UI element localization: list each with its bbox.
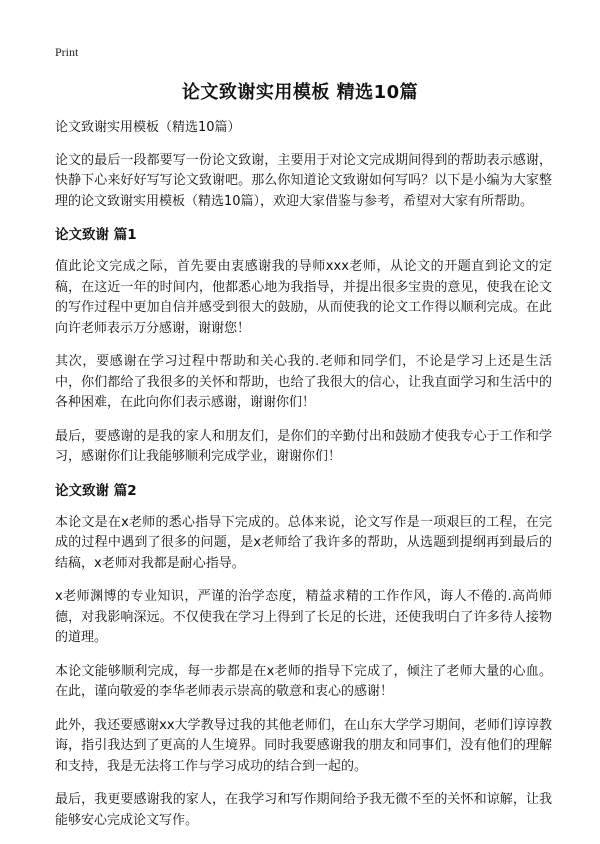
- section-heading-1: 论文致谢 篇1: [55, 227, 137, 243]
- intro-paragraph: 论文的最后一段都要写一份论文致谢，主要用于对论文完成期间得到的帮助表示感谢，快静下心来好好写写论文致谢吧。那么你知道论文致谢如何写吗？以下是小编为大家整理的论文致谢实用模板（精选10篇），欢迎大家借鉴与参考，希望对大家有所帮助。: [55, 152, 552, 209]
- section-2-paragraph: 最后，我更要感谢我的家人，在我学习和写作期间给予我无微不至的关怀和谅解，让我能够安心完成论文写作。: [55, 792, 552, 828]
- document-body: [55, 118, 552, 844]
- document-subtitle: 论文致谢实用模板（精选10篇）: [55, 120, 241, 135]
- section-2-paragraph: 本论文能够顺利完成，每一步都是在x老师的指导下完成了，倾注了老师大量的心血。在此，谨向敬爱的李华老师表示崇高的敬意和衷心的感谢！: [55, 663, 552, 699]
- section-1-paragraph: 其次，要感谢在学习过程中帮助和关心我的.老师和同学们，不论是学习上还是生活中，你们都给了我很多的关怀和帮助，也给了我很大的信心，让我直面学习和生活中的各种困难，在此向你们表示感谢，谢谢你们！: [55, 354, 552, 410]
- document-title: 论文致谢实用模板 精选10篇: [181, 82, 419, 103]
- section-2-paragraph: x老师渊博的专业知识，严谨的治学态度，精益求精的工作作风，诲人不倦的.高尚师德，对我影响深远。不仅使我在学习上得到了长足的长进，还使我明白了许多待人接物的道理。: [55, 589, 552, 645]
- print-label: Print: [55, 45, 79, 59]
- section-2-paragraph: 本论文是在x老师的悉心指导下完成的。总体来说，论文写作是一项艰巨的工程，在完成的过程中遇到了很多的问题，是x老师给了我许多的帮助，从选题到提纲再到最后的结稿，x老师对我都是耐心指导。: [55, 514, 552, 571]
- section-1-paragraph: 值此论文完成之际，首先要由衷感谢我的导师xxx老师，从论文的开题直到论文的定稿，在这近一年的时间内，他都悉心地为我指导，并提出很多宝贵的意见，使我在论文的写作过程中更加自信并感受到很大的鼓励，从而使我的论文工作得以顺利完成。在此向许老师表示万分感谢，谢谢您！: [55, 259, 552, 336]
- section-2-paragraph: 此外，我还要感谢xx大学教导过我的其他老师们，在山东大学学习期间，老师们谆谆教诲，指引我达到了更高的人生境界。同时我要感谢我的朋友和同事们，没有他们的理解和支持，我是无法将工作与学习成功的结合到一起的。: [55, 717, 552, 774]
- section-1-paragraph: 最后，要感谢的是我的家人和朋友们，是你们的辛勤付出和鼓励才使我专心于工作和学习，感谢你们让我能够顺利完成学业，谢谢你们！: [55, 428, 552, 464]
- section-heading-2: 论文致谢 篇2: [55, 482, 137, 499]
